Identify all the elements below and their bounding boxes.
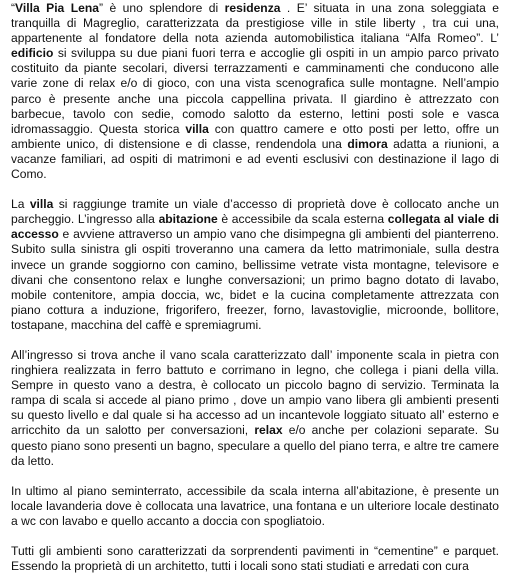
- text-run: All’ingresso si trova anche il vano scala caratterizzato dall’ imponente scala in pietra con ringhiera realizzata in ferro battuto e corrimano in legno, che collega i piani della villa. Sempre in questo vano a destra, è collocato un piccolo bagno di servizio. Terminata la rampa di scala si accede al piano primo , dove un ampio vano libera gli ambienti presenti su questo livello e dal quale si ha accesso ad un incantevole loggiato situato all’ esterno e arricchito da un salotto per conversazioni,: [11, 347, 499, 438]
- text-run: si sviluppa su due piani fuori terra e accoglie gli ospiti in un ampio parco privato costituito da piante secolari, diversi terrazzamenti e camminamenti che conducono alle varie zone di relax e/o di gioco, con una vista scenografica sulle montagne. Nell’ampio parco è presente anche una piccola cappellina privata. Il giardino è attrezzato con barbecue, tavolo con sedie, comodo salotto da esterno, lettini posti sole e vasca idromassaggio. Questa storica: [11, 46, 499, 136]
- paragraph-basement: [11, 484, 499, 529]
- text-run: In ultimo al piano seminterrato, accessibile da scala interna all’abitazione, è presente un locale lavanderia dove è collocata una lavatrice, una fontana e un ulteriore locale destinato a wc con lavabo e quello accanto a doccia con spogliatoio.: [11, 483, 499, 528]
- bold-text: dimora: [347, 136, 388, 151]
- paragraph-intro: [11, 1, 499, 182]
- text-run: e avviene attraverso un ampio vano che disimpegna gli ambienti del pianterreno. Subito sulla sinistra gli ospiti troveranno una camera da letto matrimoniale, sulla destra invece un grande soggiorno con camino, bellissime vetrate vista montagne, televisore e divani che consentono relax e lunghe conversazioni; un primo bagno dotato di lavabo, mobile contenitore, ampia doccia, wc, bidet e la cucina completamente attrezzata con piano cottura a induzione, frigorifero, freezer, forno, lavastoviglie, microonde, bollitore, tostapane, macchina del caffè e spremiagrumi.: [11, 227, 499, 332]
- bold-text: edificio: [11, 46, 54, 61]
- text-run: “: [11, 1, 16, 15]
- paragraph-access: [11, 197, 499, 333]
- bold-text: villa: [185, 121, 209, 136]
- bold-text: relax: [254, 423, 283, 438]
- text-run: La: [11, 197, 30, 212]
- text-run: con quattro camere e otto posti per letto, offre un ambiente unico, di distensione e di classe, rendendola una: [11, 121, 499, 151]
- bold-text: collegata al viale di accesso: [11, 212, 499, 242]
- text-run: è accessibile da scala esterna: [217, 212, 388, 227]
- text-run: ” è uno splendore di: [98, 1, 225, 15]
- text-run: adatta a riunioni, a vacanze familiari, ad ospiti di matrimoni e ad eventi esclusivi con destinazione il lago di Como.: [11, 136, 499, 182]
- text-run: si raggiunge tramite un viale d’accesso di proprietà dove è collocato anche un parcheggio. L’ingresso alla: [11, 197, 499, 227]
- document-page: [11, 0, 499, 574]
- bold-text: abitazione: [158, 212, 218, 227]
- bold-text: residenza: [224, 1, 281, 15]
- text-run: . E’ situata in una zona soleggiata e tranquilla di Magreglio, caratterizzata da prestigiose ville in stile liberty , tra cui una, appartenente al fondatore della nota azienda automobilistica italiana “Alfa Romeo”. L’: [11, 1, 500, 46]
- paragraph-floors: [11, 544, 499, 574]
- text-run: e/o anche per colazioni separate. Su questo piano sono presenti un bagno, speculare a quello del piano terra, e altre tre camere da letto.: [11, 423, 499, 468]
- text-run: Tutti gli ambienti sono caratterizzati da sorprendenti pavimenti in “cementine” e parquet. Essendo la proprietà di un architetto, tutti i locali sono stati studiati e arredati con cura: [11, 544, 499, 574]
- paragraph-staircase: [11, 348, 499, 469]
- bold-text: Villa Pia Lena: [15, 1, 99, 15]
- bold-text: villa: [29, 197, 54, 212]
